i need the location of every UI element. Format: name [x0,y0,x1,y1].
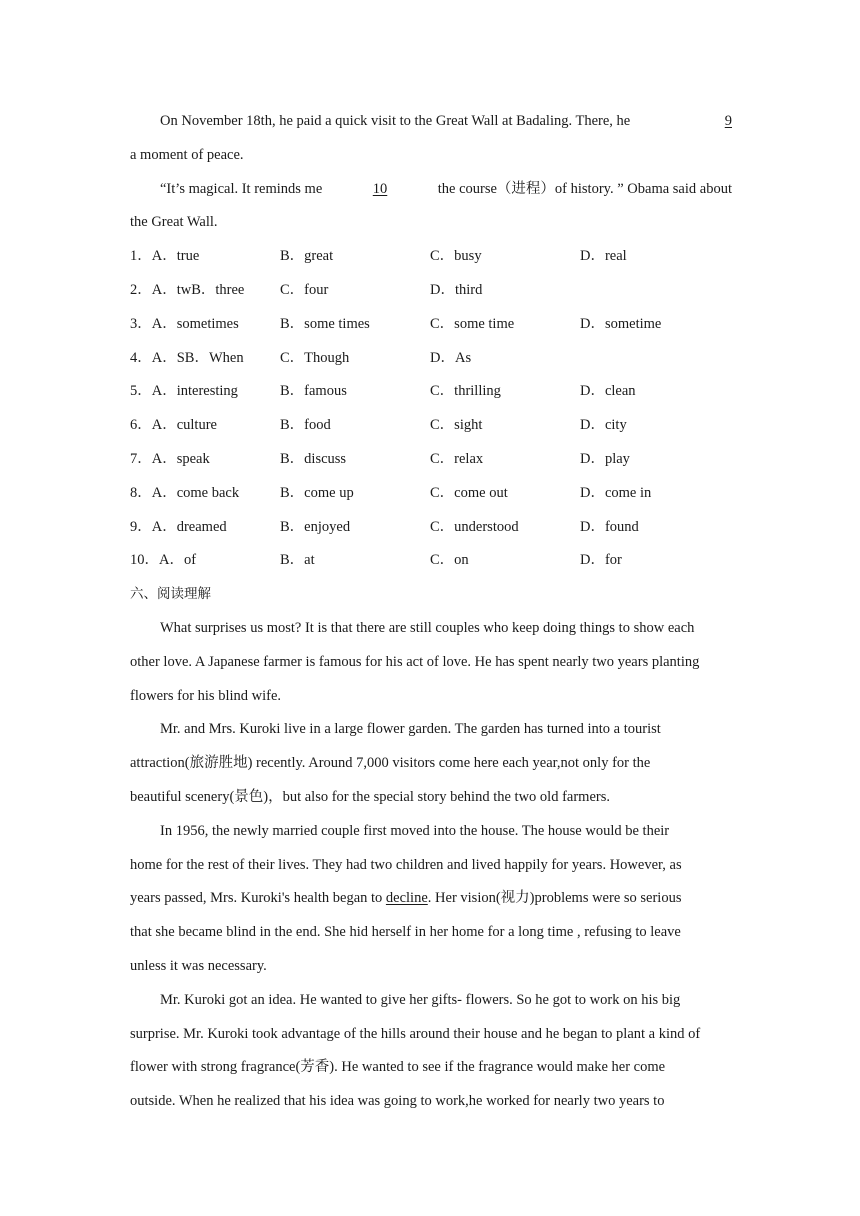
option-b: B．enjoyed [280,518,351,535]
option-a: 7．A．speak [130,450,210,467]
reading-line: In 1956, the newly married couple first moved into the house. The house would be their [160,822,670,839]
option-d: D．found [580,518,639,535]
option-b: B．famous [280,383,347,400]
option-c: C．understood [430,518,519,535]
option-d: D．for [580,552,622,569]
question-number: 7． [130,450,152,467]
reading-line: unless it was necessary. [130,957,267,974]
cloze-text: “It’s magical. It reminds me [160,180,323,197]
option-row-10 [130,544,732,578]
reading-line: home for the rest of their lives. They had two children and lived happily for years. However, as [130,856,682,873]
option-b: C．Though [280,349,350,366]
option-c: C．on [430,552,469,569]
option-a: 2．A．twB．three [130,281,245,298]
option-d [580,274,732,308]
option-d: D．clean [580,383,636,400]
option-c: D．As [430,349,472,366]
question-number: 2． [130,281,152,298]
reading-paragraph-1 [130,612,732,713]
reading-paragraph-4 [130,984,732,1119]
option-row-9 [130,511,732,545]
option-c: C．busy [430,248,482,265]
option-b: B．some times [280,315,370,332]
cloze-text: On November 18th, he paid a quick visit to the Great Wall at Badaling. There, he [160,113,631,129]
reading-line: other love. A Japanese farmer is famous for his act of love. He has spent nearly two years planting [130,653,700,670]
option-a: 3．A．sometimes [130,315,239,332]
option-a: 4．A．SB．When [130,349,244,366]
cloze-line-3 [130,173,732,207]
question-number: 4． [130,349,152,366]
option-c: D．third [430,281,483,298]
reading-line: What surprises us most? It is that there are still couples who keep doing things to show each [160,619,695,636]
option-c: C．some time [430,315,515,332]
option-row-7 [130,443,732,477]
reading-line [130,882,732,916]
underlined-word: decline [385,890,428,907]
reading-line: Mr. Kuroki got an idea. He wanted to give her gifts- flowers. So he got to work on his big [160,991,681,1008]
option-d: D．come in [580,484,652,501]
cloze-blank-10: 10 [372,180,388,197]
option-a: 1．A．true [130,248,200,265]
option-d: D．real [580,248,627,265]
option-b: B．food [280,417,331,434]
reading-line: attraction(旅游胜地) recently. Around 7,000 visitors come here each year,not only for the [130,755,651,772]
question-number: 8． [130,484,152,501]
reading-paragraph-3 [130,815,732,984]
question-number: 10． [130,552,159,569]
document-content [130,105,732,1119]
option-row-5 [130,375,732,409]
reading-text: years passed, Mrs. Kuroki's health began to [130,890,383,907]
section-title: 六、阅读理解 [130,586,211,603]
reading-paragraph-2 [130,713,732,814]
option-b: C．four [280,281,329,298]
option-d: D．city [580,417,627,434]
option-row-1 [130,240,732,274]
options-list [130,240,732,578]
option-c: C．sight [430,417,483,434]
option-row-2 [130,274,732,308]
cloze-line-1 [130,105,732,139]
reading-line: surprise. Mr. Kuroki took advantage of the hills around their house and he began to plant a kind of [130,1025,701,1042]
option-d [580,342,732,376]
reading-line: Mr. and Mrs. Kuroki live in a large flower garden. The garden has turned into a tourist [160,721,661,738]
option-a: 6．A．culture [130,417,217,434]
reading-line: flower with strong fragrance(芳香). He wanted to see if the fragrance would make her come [130,1059,666,1076]
reading-text: . Her vision(视力)problems were so serious [427,890,682,907]
option-d: D．sometime [580,315,662,332]
option-row-8 [130,477,732,511]
option-b: B．come up [280,484,354,501]
option-row-6 [130,409,732,443]
question-number: 3． [130,315,152,332]
reading-line: outside. When he realized that his idea was going to work,he worked for nearly two years to [130,1093,665,1110]
cloze-line-4: the Great Wall. [130,214,218,231]
reading-line: flowers for his blind wife. [130,687,282,704]
option-a: 10．A．of [130,552,197,569]
option-row-4 [130,342,732,376]
question-number: 6． [130,417,152,434]
option-c: C．thrilling [430,383,501,400]
option-b: B．great [280,248,334,265]
option-d: D．play [580,450,630,467]
reading-line: that she became blind in the end. She hid herself in her home for a long time , refusing to leave [130,924,681,941]
question-number: 1． [130,248,152,265]
option-a: 5．A．interesting [130,383,238,400]
option-c: C．come out [430,484,508,501]
cloze-blank-9: 9 [724,113,732,129]
option-a: 9．A．dreamed [130,518,227,535]
option-b: B．discuss [280,450,347,467]
cloze-text: the course（进程）of history. ” Obama said about [437,180,732,197]
question-number: 9． [130,518,152,535]
option-b: B．at [280,552,315,569]
question-number: 5． [130,383,152,400]
option-c: C．relax [430,450,484,467]
cloze-line-2: a moment of peace. [130,146,244,163]
option-row-3 [130,308,732,342]
option-a: 8．A．come back [130,484,240,501]
reading-line: beautiful scenery(景色)，but also for the special story behind the two old farmers. [130,788,610,805]
